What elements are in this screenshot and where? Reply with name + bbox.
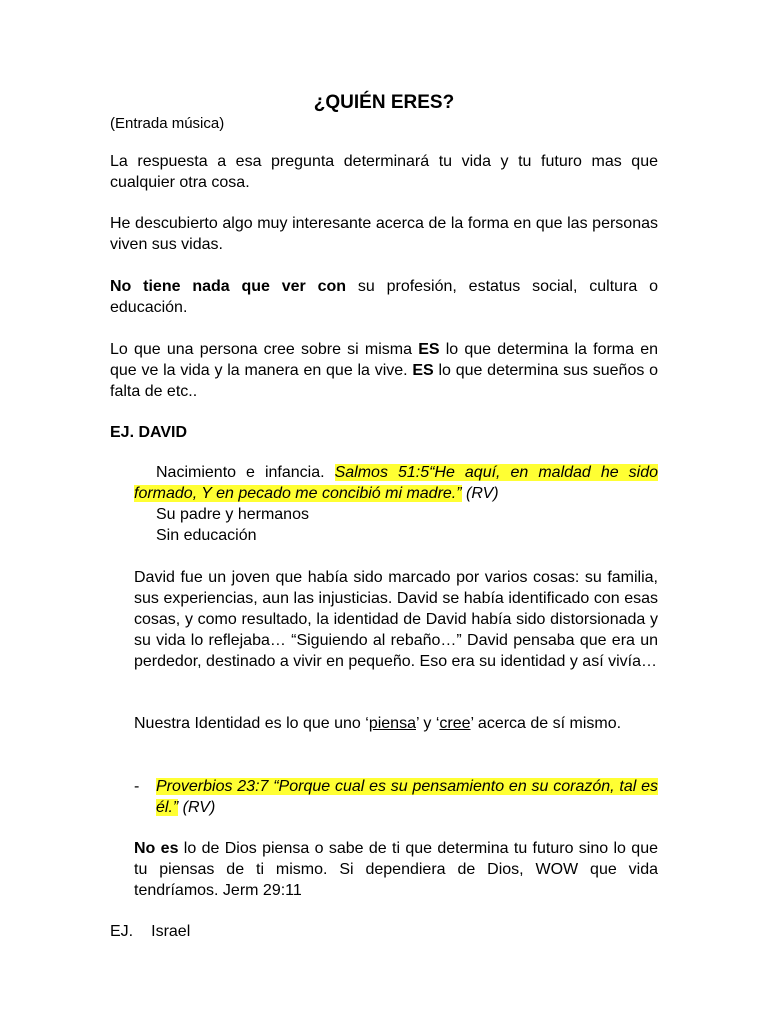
david-item-3: Sin educación <box>156 527 257 544</box>
page-title: ¿QUIÉN ERES? <box>313 92 455 113</box>
paragraph-7-bold: No es <box>134 840 179 857</box>
list-dash: - <box>134 778 140 795</box>
verse-proverbios-block <box>156 776 658 818</box>
david-item-1-label: Nacimiento e infancia. <box>156 464 335 481</box>
verse-salmos: Salmos 51:5“He aquí, en maldad he sido formado, Y en pecado me concibió mi madre.” <box>134 464 659 502</box>
paragraph-3-bold: No tiene nada que ver con <box>110 278 347 295</box>
david-item-1 <box>134 462 658 504</box>
israel-name: Israel <box>151 923 191 940</box>
paragraph-7-rest: lo de Dios piensa o sabe de ti que determina tu futuro sino lo que tu piensas de ti mismo. Si dependiera de Dios, WOW que vida tendríamos. Jerm 29:11 <box>134 840 658 899</box>
israel-prefix: EJ. <box>110 923 134 940</box>
paragraph-4 <box>110 339 658 402</box>
paragraph-4-es-2: ES <box>412 362 434 379</box>
paragraph-4-a: Lo que una persona cree sobre si misma <box>110 341 419 358</box>
verse-proverbios: Proverbios 23:7 “Porque cual es su pensamiento en su corazón, tal es él.” <box>156 778 658 816</box>
paragraph-7 <box>134 838 658 901</box>
paragraph-3 <box>110 276 658 318</box>
paragraph-4-b: lo que determina la forma en que ve la vida y la manera en que la vive. <box>110 341 658 379</box>
david-item-2: Su padre y hermanos <box>156 506 309 523</box>
paragraph-6-c: ’ acerca de sí mismo. <box>470 715 622 732</box>
word-piensa: piensa <box>368 715 416 732</box>
paragraph-5: David fue un joven que había sido marcado por varios cosas: su familia, sus experiencias, aun las injusticias. David se había identificado con esas cosas, y como resultado, la identidad de David había sido distorsionada y su vida lo reflejaba… “Siguiendo al rebaño…” David pensaba que era un perdedor, destinado a vivir en pequeño. Eso era su identidad y así vivía… <box>134 569 658 670</box>
paragraph-1: La respuesta a esa pregunta determinará tu vida y tu futuro mas que cualquier otra cosa. <box>110 153 658 191</box>
paragraph-6-a: Nuestra Identidad es lo que uno ‘ <box>134 715 369 732</box>
paragraph-3-rest: su profesión, estatus social, cultura o educación. <box>110 278 659 316</box>
israel-heading <box>110 921 658 942</box>
paragraph-6 <box>134 713 658 734</box>
verse-salmos-rv: (RV) <box>461 485 499 502</box>
word-cree: cree <box>439 715 471 732</box>
verse-proverbios-rv: (RV) <box>178 799 216 816</box>
paragraph-4-c: lo que determina sus sueños o falta de etc.. <box>110 362 659 400</box>
paragraph-2: He descubierto algo muy interesante acerca de la forma en que las personas viven sus vidas. <box>110 215 658 253</box>
david-heading: EJ. DAVID <box>110 424 188 441</box>
paragraph-4-es-1: ES <box>418 341 440 358</box>
paragraph-6-b: ’ y ‘ <box>415 715 440 732</box>
music-note: (Entrada música) <box>110 115 225 132</box>
